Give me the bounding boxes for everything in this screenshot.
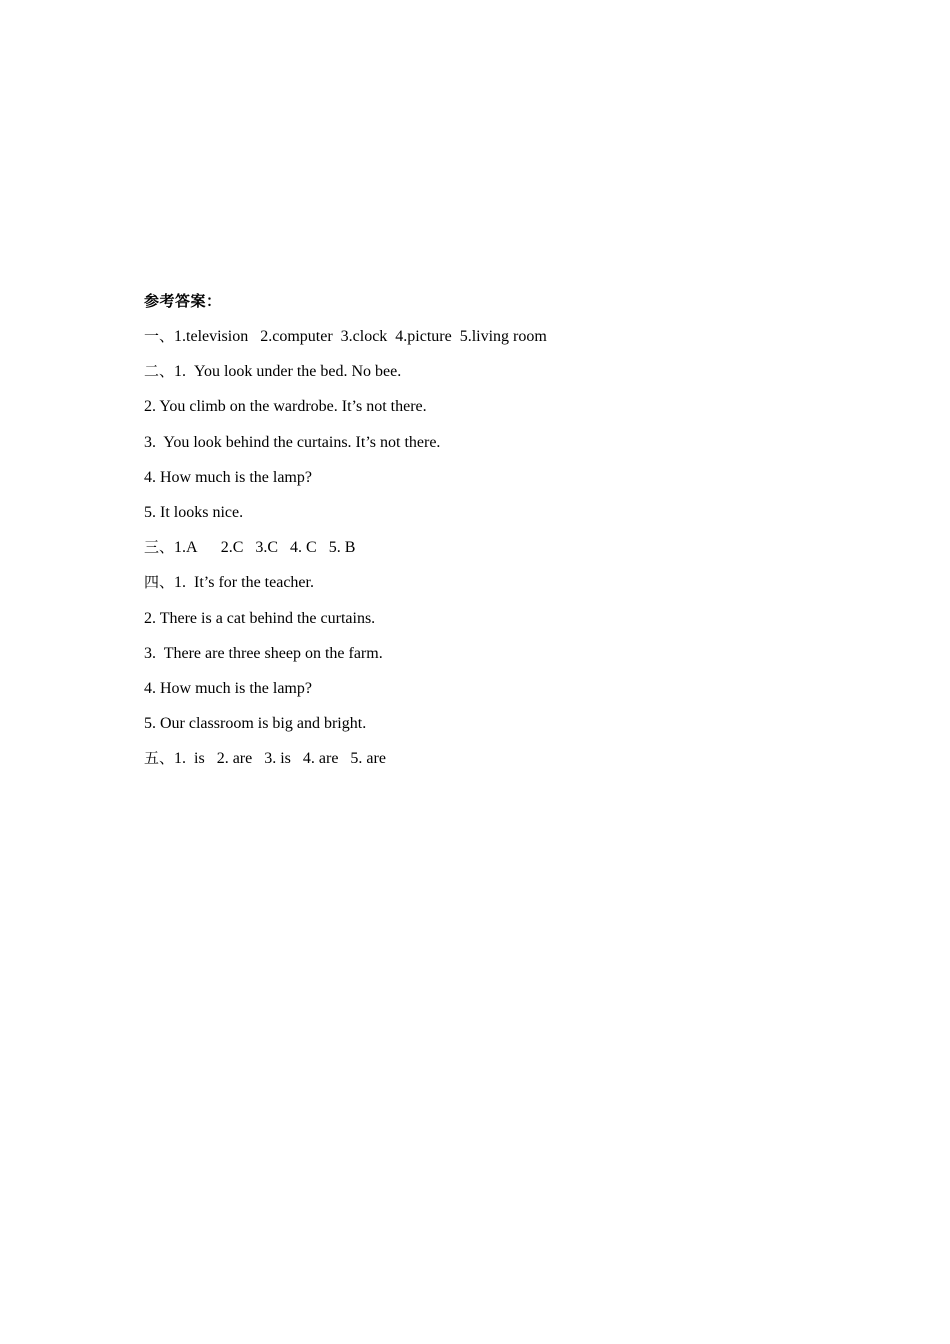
answer-line-11 [144,673,844,708]
answer-line-12 [144,708,844,743]
answer-key-heading: 参考答案： [144,292,222,310]
answer-text: 5. It looks nice. [144,503,244,521]
answer-text: 1.television 2.computer 3.clock 4.picture 5.living room [174,328,547,345]
answer-text: 4. How much is the lamp? [144,468,312,486]
answer-text: 1. You look under the bed. No bee. [174,363,402,381]
answer-line-13 [144,743,844,778]
answer-text: 5. Our classroom is big and bright. [144,715,367,733]
answer-line-2 [144,356,844,391]
answer-key [144,286,844,778]
answer-line-7 [144,532,844,567]
answer-line-8 [144,567,844,602]
answer-text: 1.A 2.C 3.C 4. C 5. B [174,539,356,557]
answer-line-4 [144,427,844,462]
answer-line-3 [144,391,844,426]
answer-line-5 [144,462,844,497]
section-number: 二、 [144,362,175,381]
answer-text: 3. You look behind the curtains. It’s not there. [144,433,441,451]
section-number: 四、 [144,573,175,592]
section-number: 三、 [144,538,175,557]
answer-text: 2. There is a cat behind the curtains. [144,609,376,627]
answer-text: 1. It’s for the teacher. [174,574,314,592]
answer-text: 2. You climb on the wardrobe. It’s not there. [144,398,427,416]
answer-line-6 [144,497,844,532]
section-number: 一、 [144,327,175,345]
section-number: 五、 [144,749,175,768]
answer-text: 4. How much is the lamp? [144,679,312,697]
answer-line-10 [144,638,844,673]
answer-text: 3. There are three sheep on the farm. [144,644,383,662]
answer-line-1 [144,321,844,356]
answer-text: 1. is 2. are 3. is 4. are 5. are [174,750,386,768]
answer-line-9 [144,603,844,638]
